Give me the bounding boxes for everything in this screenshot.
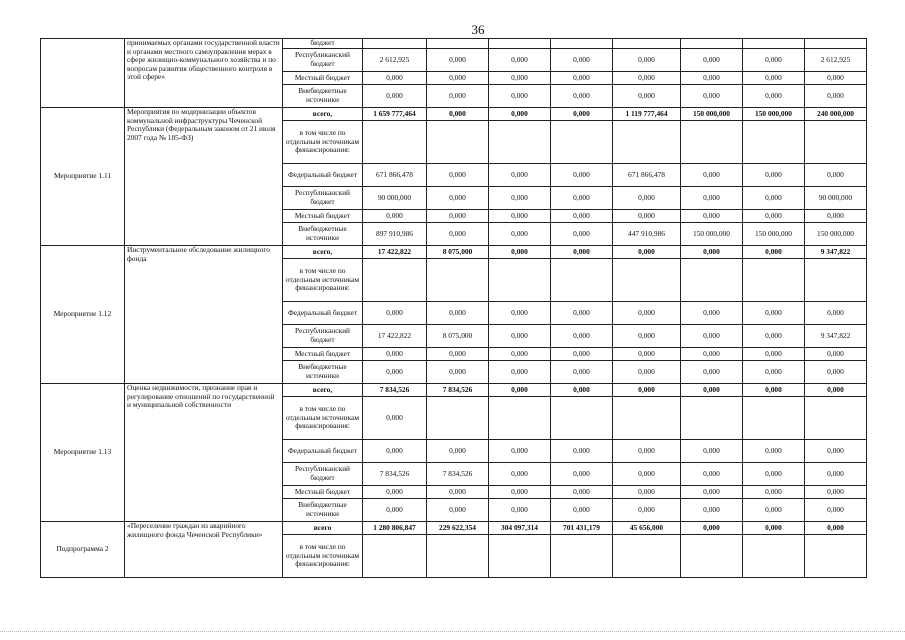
amount-cell: 0,000 <box>489 302 551 325</box>
amount-cell: 0,000 <box>805 164 867 187</box>
amount-cell: 0,000 <box>613 348 681 361</box>
amount-cell <box>681 39 743 49</box>
amount-cell <box>613 39 681 49</box>
amount-cell: 0,000 <box>363 397 427 440</box>
amount-cell <box>743 39 805 49</box>
amount-cell: 7 834,526 <box>363 384 427 397</box>
amount-cell: 0,000 <box>743 463 805 486</box>
table-row <box>41 522 867 535</box>
amount-cell: 7 834,526 <box>427 384 489 397</box>
funding-source: Республиканский бюджет <box>283 463 363 486</box>
amount-cell: 8 075,000 <box>427 325 489 348</box>
amount-cell: 0,000 <box>805 72 867 85</box>
amount-cell <box>427 397 489 440</box>
amount-cell: 0,000 <box>805 210 867 223</box>
amount-cell: 0,000 <box>489 361 551 384</box>
amount-cell: 0,000 <box>805 440 867 463</box>
amount-cell <box>427 121 489 164</box>
amount-cell: 0,000 <box>613 302 681 325</box>
funding-source: Республиканский бюджет <box>283 49 363 72</box>
amount-cell <box>743 259 805 302</box>
amount-cell: 0,000 <box>681 463 743 486</box>
amount-cell: 0,000 <box>681 348 743 361</box>
amount-cell: 0,000 <box>427 72 489 85</box>
amount-cell: 1 659 777,464 <box>363 108 427 121</box>
amount-cell: 240 000,000 <box>805 108 867 121</box>
amount-cell: 0,000 <box>427 164 489 187</box>
amount-cell: 0,000 <box>489 246 551 259</box>
amount-cell <box>489 535 551 578</box>
page-number: 36 <box>471 22 485 37</box>
amount-cell: 701 431,179 <box>551 522 613 535</box>
amount-cell: 0,000 <box>551 325 613 348</box>
amount-cell: 0,000 <box>743 246 805 259</box>
amount-cell <box>363 259 427 302</box>
amount-cell: 17 422,822 <box>363 325 427 348</box>
amount-cell <box>551 397 613 440</box>
amount-cell: 0,000 <box>551 223 613 246</box>
amount-cell: 0,000 <box>681 384 743 397</box>
amount-cell: 0,000 <box>681 440 743 463</box>
amount-cell: 0,000 <box>363 210 427 223</box>
amount-cell: 0,000 <box>551 187 613 210</box>
amount-cell <box>489 259 551 302</box>
amount-cell: 0,000 <box>743 384 805 397</box>
amount-cell: 8 075,000 <box>427 246 489 259</box>
amount-cell: 150 000,000 <box>743 108 805 121</box>
amount-cell <box>427 39 489 49</box>
amount-cell: 0,000 <box>427 85 489 108</box>
amount-cell: 0,000 <box>743 440 805 463</box>
amount-cell <box>551 535 613 578</box>
amount-cell: 0,000 <box>489 348 551 361</box>
amount-cell: 150 000,000 <box>681 108 743 121</box>
funding-source: Местный бюджет <box>283 210 363 223</box>
amount-cell: 0,000 <box>613 384 681 397</box>
amount-cell: 0,000 <box>489 210 551 223</box>
amount-cell <box>681 121 743 164</box>
amount-cell: 0,000 <box>681 302 743 325</box>
amount-cell: 0,000 <box>489 486 551 499</box>
funding-source: Федеральный бюджет <box>283 302 363 325</box>
amount-cell: 0,000 <box>805 499 867 522</box>
funding-source: Внебюджетные источники <box>283 499 363 522</box>
activity-description: Мероприятия по модернизации объектов коммунальной инфраструктуры Чеченской Республики (Федеральным законом от 21 июля 2007 года № 185-ФЗ) <box>125 108 283 246</box>
amount-cell: 0,000 <box>743 164 805 187</box>
amount-cell: 0,000 <box>805 463 867 486</box>
amount-cell <box>681 259 743 302</box>
table-row <box>41 108 867 121</box>
amount-cell: 45 656,000 <box>613 522 681 535</box>
amount-cell: 2 612,925 <box>805 49 867 72</box>
amount-cell: 0,000 <box>743 210 805 223</box>
amount-cell <box>489 121 551 164</box>
amount-cell: 0,000 <box>489 108 551 121</box>
amount-cell: 0,000 <box>743 348 805 361</box>
amount-cell: 0,000 <box>489 85 551 108</box>
amount-cell: 0,000 <box>489 72 551 85</box>
amount-cell <box>551 39 613 49</box>
amount-cell: 90 000,000 <box>363 187 427 210</box>
amount-cell: 0,000 <box>743 49 805 72</box>
amount-cell: 0,000 <box>427 348 489 361</box>
funding-source: Республиканский бюджет <box>283 325 363 348</box>
amount-cell: 9 347,822 <box>805 246 867 259</box>
activity-description: Оценка недвижимости, признание прав и регулирование отношений по государственной и муниципальной собственности <box>125 384 283 522</box>
funding-source: Внебюджетные источники <box>283 223 363 246</box>
amount-cell <box>613 259 681 302</box>
amount-cell <box>805 535 867 578</box>
funding-source: всего <box>283 522 363 535</box>
amount-cell: 0,000 <box>681 164 743 187</box>
amount-cell: 0,000 <box>681 522 743 535</box>
amount-cell: 2 612,925 <box>363 49 427 72</box>
activity-name: Подпрограмма 2 <box>41 522 125 578</box>
amount-cell: 447 910,986 <box>613 223 681 246</box>
amount-cell: 0,000 <box>613 246 681 259</box>
amount-cell: 0,000 <box>363 348 427 361</box>
amount-cell: 7 834,526 <box>427 463 489 486</box>
funding-source: в том числе по отдельным источникам финансирования: <box>283 259 363 302</box>
amount-cell: 0,000 <box>363 302 427 325</box>
amount-cell: 0,000 <box>551 463 613 486</box>
amount-cell: 0,000 <box>805 486 867 499</box>
amount-cell: 0,000 <box>551 302 613 325</box>
amount-cell: 0,000 <box>551 85 613 108</box>
amount-cell: 229 622,354 <box>427 522 489 535</box>
amount-cell: 0,000 <box>805 361 867 384</box>
amount-cell: 671 866,478 <box>363 164 427 187</box>
funding-source: Федеральный бюджет <box>283 440 363 463</box>
funding-source: Федеральный бюджет <box>283 164 363 187</box>
amount-cell: 0,000 <box>613 210 681 223</box>
funding-source: в том числе по отдельным источникам финансирования: <box>283 121 363 164</box>
amount-cell: 0,000 <box>743 325 805 348</box>
funding-source: Республиканский бюджет <box>283 187 363 210</box>
table-row <box>41 39 867 49</box>
amount-cell: 0,000 <box>551 486 613 499</box>
amount-cell: 0,000 <box>427 108 489 121</box>
funding-source: всего, <box>283 384 363 397</box>
amount-cell: 0,000 <box>613 72 681 85</box>
amount-cell: 0,000 <box>743 187 805 210</box>
amount-cell: 0,000 <box>681 187 743 210</box>
amount-cell: 0,000 <box>805 85 867 108</box>
amount-cell: 0,000 <box>551 499 613 522</box>
amount-cell: 0,000 <box>681 325 743 348</box>
amount-cell: 0,000 <box>489 325 551 348</box>
amount-cell: 0,000 <box>363 440 427 463</box>
table-row <box>41 384 867 397</box>
funding-source: в том числе по отдельным источникам финансирования: <box>283 397 363 440</box>
amount-cell <box>489 39 551 49</box>
amount-cell: 0,000 <box>551 361 613 384</box>
amount-cell: 0,000 <box>743 72 805 85</box>
amount-cell: 0,000 <box>427 302 489 325</box>
amount-cell: 897 910,986 <box>363 223 427 246</box>
amount-cell <box>743 535 805 578</box>
amount-cell: 0,000 <box>551 49 613 72</box>
amount-cell: 0,000 <box>551 440 613 463</box>
funding-source: бюджет <box>283 39 363 49</box>
funding-source: всего, <box>283 246 363 259</box>
amount-cell: 0,000 <box>805 522 867 535</box>
amount-cell: 0,000 <box>743 499 805 522</box>
amount-cell <box>489 397 551 440</box>
amount-cell: 0,000 <box>427 49 489 72</box>
activity-name <box>41 39 125 108</box>
amount-cell: 0,000 <box>363 486 427 499</box>
amount-cell: 0,000 <box>551 384 613 397</box>
amount-cell <box>363 39 427 49</box>
amount-cell: 0,000 <box>427 486 489 499</box>
amount-cell: 0,000 <box>681 361 743 384</box>
activity-description: принимаемых органами государственной власти и органами местного самоуправления мерах в сфере жилищно-коммунального хозяйства и по вопросам развития общественного контроля в этой сфере» <box>125 39 283 108</box>
amount-cell: 0,000 <box>363 499 427 522</box>
amount-cell: 0,000 <box>489 440 551 463</box>
amount-cell <box>613 397 681 440</box>
amount-cell: 0,000 <box>805 302 867 325</box>
amount-cell: 0,000 <box>805 348 867 361</box>
amount-cell: 0,000 <box>613 361 681 384</box>
funding-source: Внебюджетные источники <box>283 85 363 108</box>
amount-cell: 0,000 <box>613 486 681 499</box>
activity-name: Мероприятие 1.13 <box>41 384 125 522</box>
amount-cell: 0,000 <box>551 246 613 259</box>
amount-cell: 0,000 <box>489 223 551 246</box>
amount-cell: 0,000 <box>681 486 743 499</box>
amount-cell: 0,000 <box>427 187 489 210</box>
activity-description: Инструментальное обследование жилищного фонда <box>125 246 283 384</box>
amount-cell <box>363 535 427 578</box>
funding-source: Местный бюджет <box>283 348 363 361</box>
amount-cell: 0,000 <box>551 210 613 223</box>
amount-cell: 304 097,314 <box>489 522 551 535</box>
funding-source: Местный бюджет <box>283 486 363 499</box>
amount-cell: 1 280 806,847 <box>363 522 427 535</box>
amount-cell: 0,000 <box>489 164 551 187</box>
amount-cell: 0,000 <box>427 210 489 223</box>
amount-cell: 0,000 <box>681 85 743 108</box>
amount-cell: 90 000,000 <box>805 187 867 210</box>
amount-cell <box>805 259 867 302</box>
amount-cell: 1 119 777,464 <box>613 108 681 121</box>
amount-cell: 0,000 <box>681 210 743 223</box>
scan-bottom-edge <box>0 631 905 632</box>
amount-cell: 0,000 <box>613 325 681 348</box>
amount-cell: 0,000 <box>551 164 613 187</box>
activity-name: Мероприятие 1.12 <box>41 246 125 384</box>
amount-cell: 0,000 <box>613 85 681 108</box>
amount-cell: 150 000,000 <box>681 223 743 246</box>
amount-cell: 0,000 <box>681 499 743 522</box>
amount-cell: 0,000 <box>681 246 743 259</box>
amount-cell: 0,000 <box>613 187 681 210</box>
funding-source: в том числе по отдельным источникам финансирования: <box>283 535 363 578</box>
amount-cell: 0,000 <box>743 361 805 384</box>
activity-description: «Переселение граждан из аварийного жилищного фонда Чеченской Республики» <box>125 522 283 578</box>
activity-name: Мероприятие 1.11 <box>41 108 125 246</box>
amount-cell: 0,000 <box>681 72 743 85</box>
amount-cell: 0,000 <box>427 223 489 246</box>
amount-cell: 0,000 <box>613 440 681 463</box>
amount-cell <box>805 397 867 440</box>
amount-cell: 0,000 <box>805 384 867 397</box>
amount-cell <box>805 39 867 49</box>
amount-cell <box>743 121 805 164</box>
amount-cell: 0,000 <box>743 302 805 325</box>
amount-cell: 0,000 <box>613 49 681 72</box>
amount-cell: 0,000 <box>427 499 489 522</box>
amount-cell: 0,000 <box>427 361 489 384</box>
amount-cell <box>551 121 613 164</box>
amount-cell: 150 000,000 <box>805 223 867 246</box>
amount-cell: 0,000 <box>363 361 427 384</box>
amount-cell: 17 422,822 <box>363 246 427 259</box>
amount-cell: 0,000 <box>489 384 551 397</box>
amount-cell: 7 834,526 <box>363 463 427 486</box>
amount-cell: 0,000 <box>427 440 489 463</box>
amount-cell <box>427 535 489 578</box>
funding-source: всего, <box>283 108 363 121</box>
amount-cell: 0,000 <box>743 522 805 535</box>
amount-cell: 0,000 <box>489 463 551 486</box>
amount-cell: 0,000 <box>489 187 551 210</box>
amount-cell: 0,000 <box>551 72 613 85</box>
amount-cell: 0,000 <box>551 348 613 361</box>
amount-cell: 0,000 <box>489 499 551 522</box>
amount-cell <box>613 535 681 578</box>
amount-cell: 0,000 <box>613 463 681 486</box>
amount-cell: 150 000,000 <box>743 223 805 246</box>
amount-cell <box>805 121 867 164</box>
amount-cell: 0,000 <box>551 108 613 121</box>
amount-cell <box>613 121 681 164</box>
amount-cell <box>427 259 489 302</box>
funding-source: Местный бюджет <box>283 72 363 85</box>
amount-cell: 0,000 <box>743 486 805 499</box>
amount-cell <box>681 397 743 440</box>
amount-cell: 9 347,822 <box>805 325 867 348</box>
table-row <box>41 246 867 259</box>
amount-cell <box>551 259 613 302</box>
amount-cell: 0,000 <box>743 85 805 108</box>
amount-cell <box>681 535 743 578</box>
amount-cell: 0,000 <box>681 49 743 72</box>
budget-table <box>40 38 867 578</box>
amount-cell: 0,000 <box>489 49 551 72</box>
amount-cell: 0,000 <box>613 499 681 522</box>
amount-cell: 671 866,478 <box>613 164 681 187</box>
amount-cell: 0,000 <box>363 85 427 108</box>
amount-cell: 0,000 <box>363 72 427 85</box>
amount-cell <box>743 397 805 440</box>
funding-source: Внебюджетные источники <box>283 361 363 384</box>
amount-cell <box>363 121 427 164</box>
